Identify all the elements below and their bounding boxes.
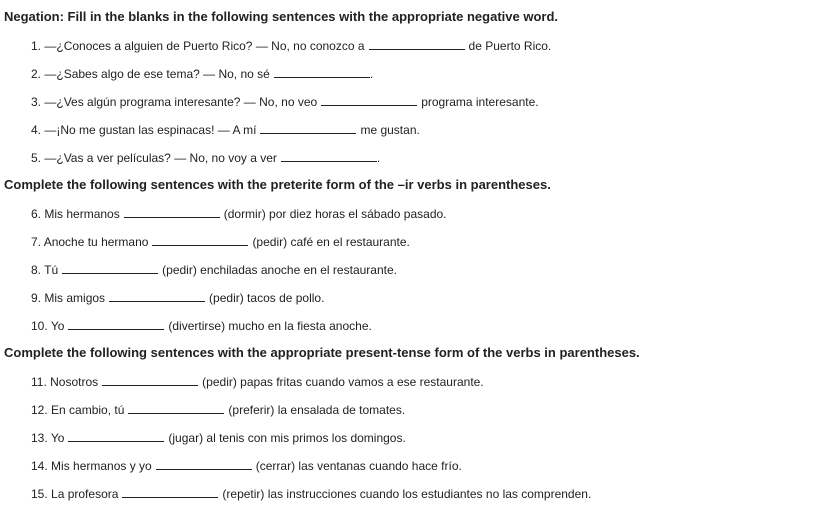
question-number: 3.: [31, 95, 42, 109]
question-text-after: (preferir) la ensalada de tomates.: [228, 403, 406, 417]
answer-blank[interactable]: [122, 486, 218, 498]
question-text-after: (pedir) papas fritas cuando vamos a ese restaurante.: [202, 375, 484, 389]
question-number: 15.: [31, 487, 48, 501]
question-text-before: Mis amigos: [44, 291, 106, 305]
question-text-after: (jugar) al tenis con mis primos los domingos.: [168, 431, 406, 445]
question-item: [31, 458, 462, 473]
question-item: [31, 122, 420, 137]
question-item: [31, 374, 484, 389]
question-item: [31, 430, 406, 445]
question-text-before: Anoche tu hermano: [43, 235, 149, 249]
question-item: [31, 38, 551, 53]
answer-blank[interactable]: [102, 374, 198, 386]
question-number: 9.: [31, 291, 42, 305]
question-text-after: (cerrar) las ventanas cuando hace frío.: [255, 459, 462, 473]
question-item: [31, 262, 397, 277]
question-text-after: (pedir) enchiladas anoche en el restaurante.: [162, 263, 397, 277]
answer-blank[interactable]: [369, 38, 465, 50]
question-text-after: me gustan.: [360, 123, 420, 137]
question-number: 8.: [31, 263, 42, 277]
answer-blank[interactable]: [68, 430, 164, 442]
question-item: [31, 318, 372, 333]
question-text-before: —¿Ves algún programa interesante? — No, no veo: [44, 95, 318, 109]
answer-blank[interactable]: [156, 458, 252, 470]
question-text-before: Yo: [50, 319, 65, 333]
question-number: 4.: [31, 123, 42, 137]
question-item: [31, 206, 447, 221]
question-text-after: (repetir) las instrucciones cuando los estudiantes no las comprenden.: [222, 487, 592, 501]
answer-blank[interactable]: [62, 262, 158, 274]
question-number: 12.: [31, 403, 48, 417]
question-text-after: de Puerto Rico.: [468, 39, 552, 53]
question-text-before: Yo: [50, 431, 65, 445]
question-text-before: En cambio, tú: [51, 403, 125, 417]
question-text-after: programa interesante.: [421, 95, 539, 109]
question-text-after: .: [369, 67, 374, 81]
answer-blank[interactable]: [260, 122, 356, 134]
question-text-after: (divertirse) mucho en la fiesta anoche.: [168, 319, 372, 333]
question-text-before: —¿Sabes algo de ese tema? — No, no sé: [44, 67, 270, 81]
question-number: 2.: [31, 67, 42, 81]
question-text-after: .: [376, 151, 381, 165]
question-text-before: Mis hermanos y yo: [51, 459, 152, 473]
question-text-before: —¿Vas a ver películas? — No, no voy a ver: [44, 151, 277, 165]
question-item: [31, 150, 380, 165]
question-number: 13.: [31, 431, 48, 445]
question-item: [31, 290, 324, 305]
question-text-before: —¿Conoces a alguien de Puerto Rico? — No, no conozco a: [44, 39, 365, 53]
answer-blank[interactable]: [109, 290, 205, 302]
question-text-before: Mis hermanos: [44, 207, 120, 221]
section-heading: Negation: Fill in the blanks in the following sentences with the appropriate negative word.: [4, 9, 559, 24]
question-text-after: (pedir) café en el restaurante.: [252, 235, 410, 249]
question-item: [31, 486, 591, 501]
answer-blank[interactable]: [274, 66, 370, 78]
section-heading: Complete the following sentences with the appropriate present-tense form of the verbs in parentheses.: [4, 345, 640, 360]
question-item: [31, 402, 405, 417]
question-number: 1.: [31, 39, 42, 53]
question-item: [31, 94, 539, 109]
question-text-before: Nosotros: [50, 375, 99, 389]
question-text-before: Tú: [44, 263, 59, 277]
answer-blank[interactable]: [128, 402, 224, 414]
question-text-after: (dormir) por diez horas el sábado pasado.: [223, 207, 447, 221]
answer-blank[interactable]: [124, 206, 220, 218]
question-number: 14.: [31, 459, 48, 473]
question-number: 6.: [31, 207, 42, 221]
answer-blank[interactable]: [152, 234, 248, 246]
answer-blank[interactable]: [68, 318, 164, 330]
question-item: [31, 66, 373, 81]
question-item: [31, 234, 410, 249]
question-number: 10.: [31, 319, 48, 333]
section-heading: Complete the following sentences with the preterite form of the –ir verbs in parentheses.: [4, 177, 551, 192]
question-number: 7.: [31, 235, 42, 249]
answer-blank[interactable]: [281, 150, 377, 162]
question-text-before: La profesora: [51, 487, 119, 501]
question-text-before: —¡No me gustan las espinacas! — A mí: [44, 123, 257, 137]
question-text-after: (pedir) tacos de pollo.: [209, 291, 325, 305]
question-number: 11.: [31, 375, 47, 389]
answer-blank[interactable]: [321, 94, 417, 106]
question-number: 5.: [31, 151, 42, 165]
